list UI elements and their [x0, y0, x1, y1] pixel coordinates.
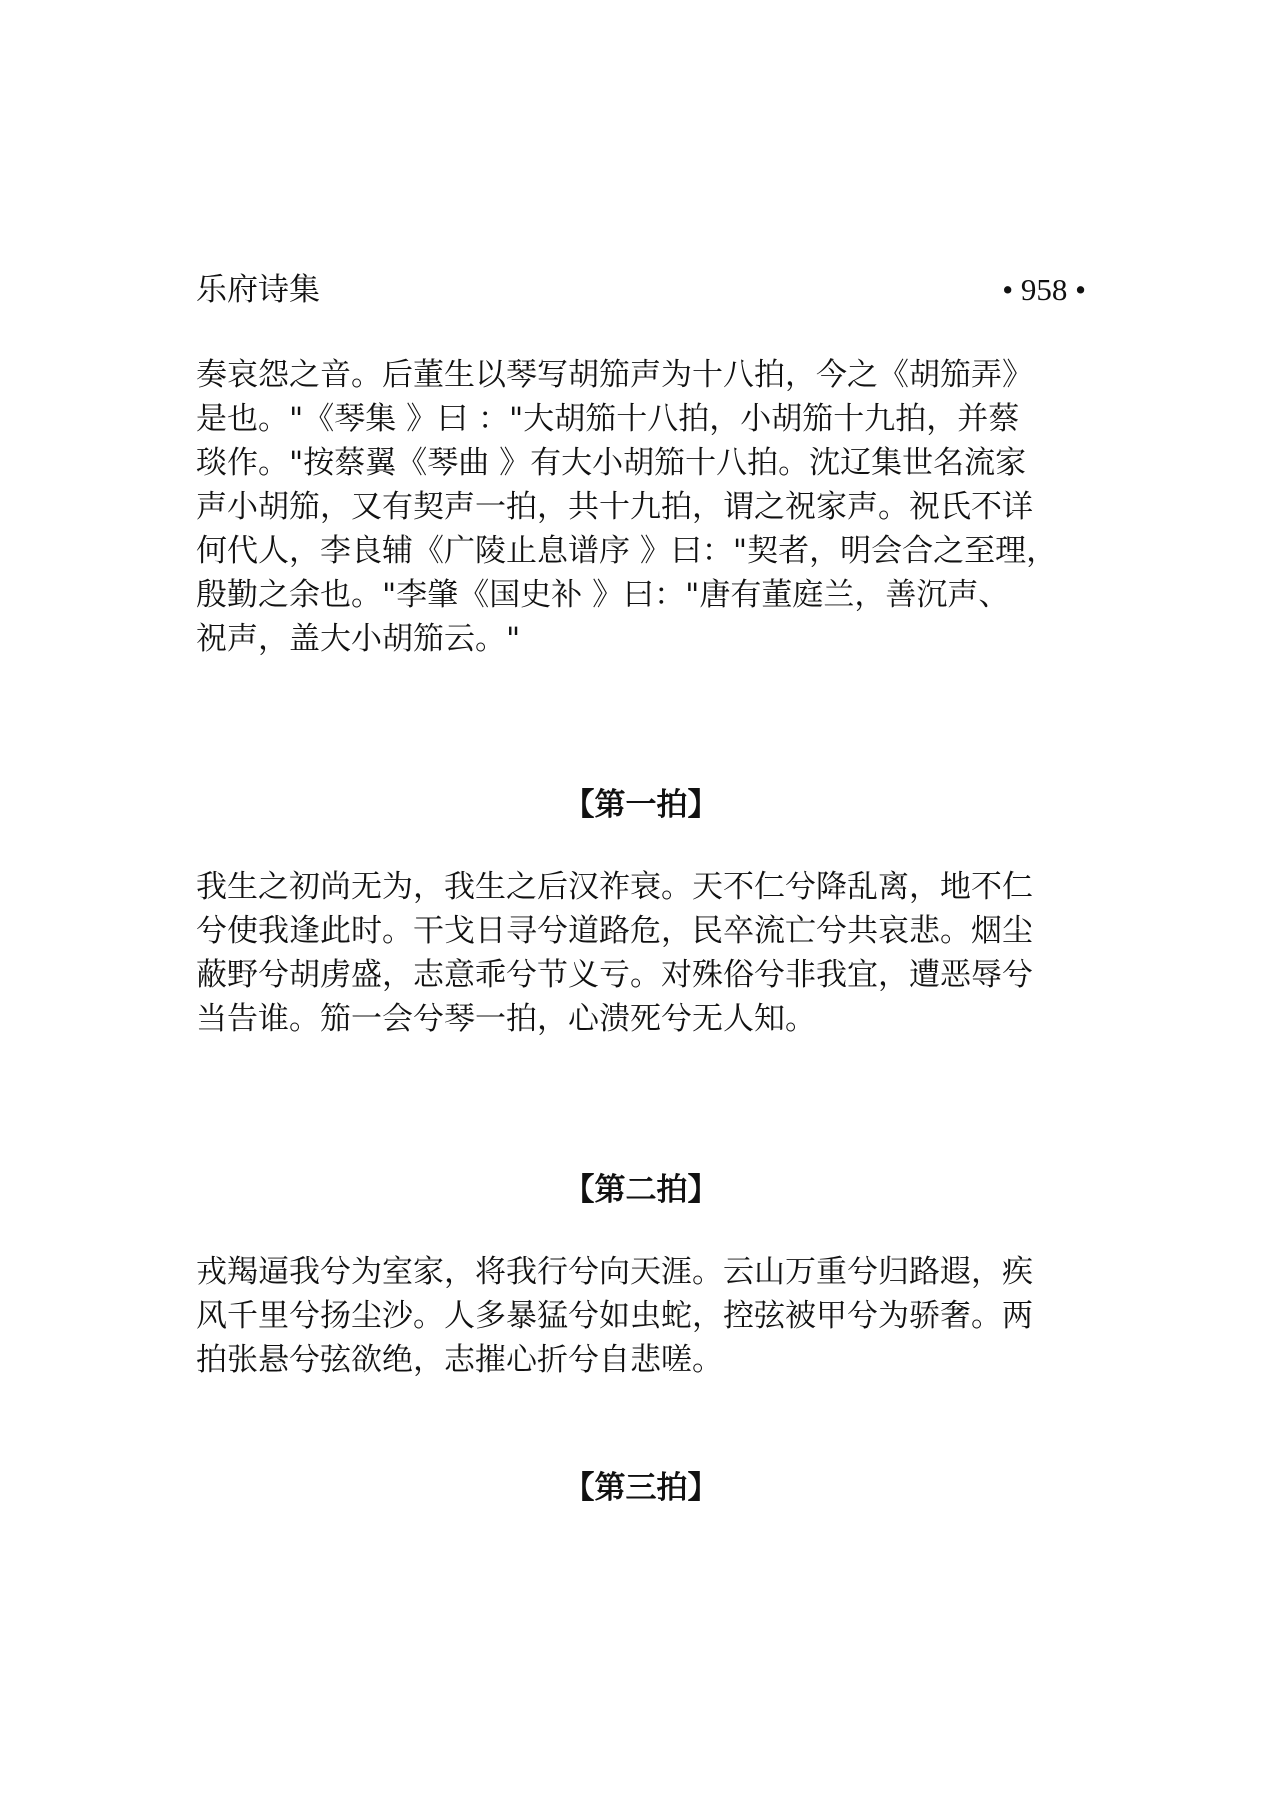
text-line: 祝声，盖大小胡笳云。"	[196, 621, 521, 657]
section-heading: 【第二拍】	[563, 1172, 719, 1208]
text-line: 戎羯逼我兮为室家，将我行兮向天涯。云山万重兮归路遐，疾	[196, 1254, 1033, 1290]
intro-paragraph	[196, 353, 1116, 661]
text-line: 风千里兮扬尘沙。人多暴猛兮如虫蛇，控弦被甲兮为骄奢。两	[196, 1298, 1033, 1334]
text-line: 当告谁。笳一会兮琴一拍，心溃死兮无人知。	[196, 1001, 816, 1037]
text-line: 奏哀怨之音。后董生以琴写胡笳声为十八拍，今之《胡笳弄》	[196, 357, 1033, 393]
page-header	[196, 270, 1086, 310]
text-line: 是也。"《琴集 》曰 ："大胡笳十八拍，小胡笳十九拍，并蔡	[196, 401, 1020, 437]
text-line: 蔽野兮胡虏盛，志意乖兮节义亏。对殊俗兮非我宜，遭恶辱兮	[196, 957, 1033, 993]
section-paragraph	[196, 865, 1116, 1041]
text-line: 拍张悬兮弦欲绝，志摧心折兮自悲嗟。	[196, 1342, 723, 1378]
text-line: 殷勤之余也。"李肇《国史补 》曰："唐有董庭兰，善沉声、	[196, 577, 1010, 613]
text-line: 兮使我逢此时。干戈日寻兮道路危，民卒流亡兮共哀悲。烟尘	[196, 913, 1033, 949]
section-paragraph	[196, 1250, 1116, 1382]
section-heading: 【第三拍】	[563, 1470, 719, 1506]
text-line: 声小胡笳，又有契声一拍，共十九拍，谓之祝家声。祝氏不详	[196, 489, 1033, 525]
section-heading: 【第一拍】	[563, 787, 719, 823]
book-title: 乐府诗集	[196, 272, 320, 308]
text-line: 琰作。"按蔡翼《琴曲 》有大小胡笳十八拍。沈辽集世名流家	[196, 445, 1027, 481]
text-line: 何代人，李良辅《广陵止息谱序 》曰："契者，明会合之至理，	[196, 533, 1058, 569]
page-number: • 958 •	[1002, 272, 1086, 307]
text-line: 我生之初尚无为，我生之后汉祚衰。天不仁兮降乱离，地不仁	[196, 869, 1033, 905]
